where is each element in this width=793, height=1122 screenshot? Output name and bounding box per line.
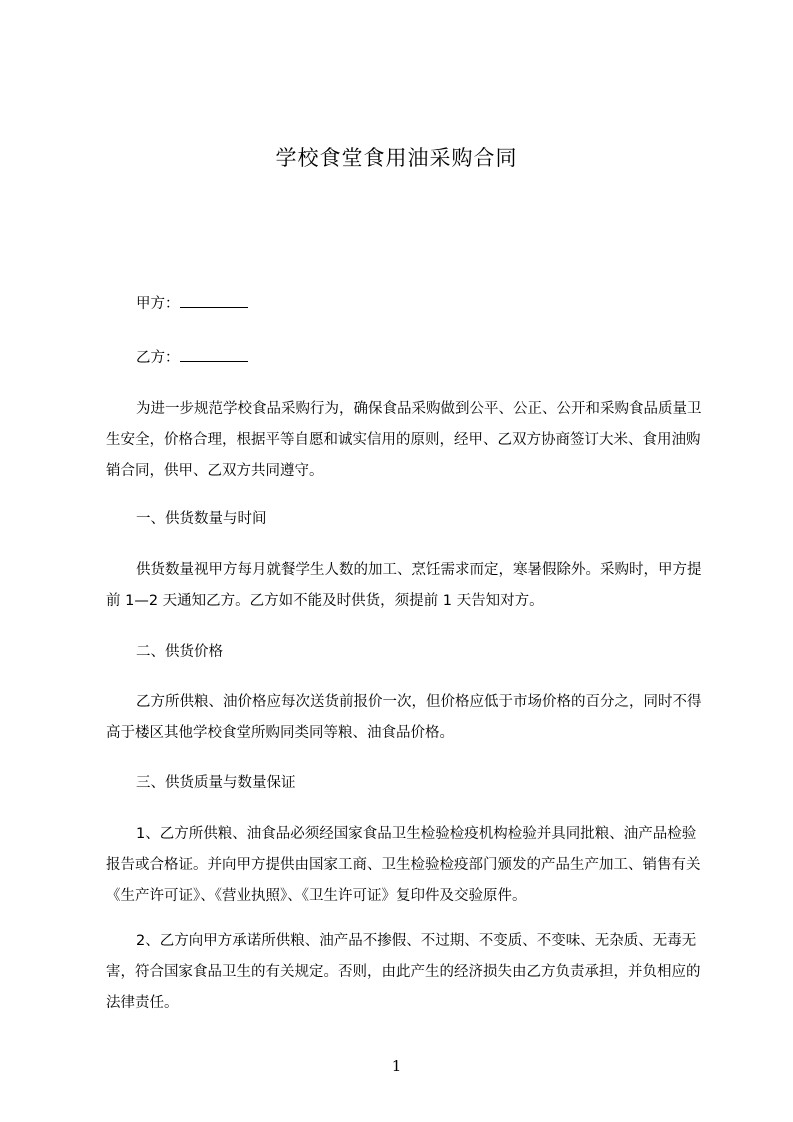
- section-3-heading: 三、供货质量与数量保证: [136, 775, 296, 791]
- section-3-paragraph-2: 2、乙方向甲方承诺所供粮、油产品不掺假、不过期、不变质、不变味、无杂质、无毒无害，符合国家食品卫生的有关规定。否则，由此产生的经济损失由乙方负责承担，并负相应的法律责任。: [106, 933, 701, 1011]
- party-b-blank: [180, 347, 248, 362]
- section-1-heading: 一、供货数量与时间: [136, 511, 267, 527]
- party-a-line: [136, 292, 248, 313]
- party-b-line: [136, 346, 248, 367]
- party-a-label: 甲方：: [136, 296, 180, 312]
- party-a-blank: [180, 293, 248, 308]
- section-3-paragraph-1: 1、乙方所供粮、油食品必须经国家食品卫生检验检疫机构检验并具同批粮、油产品检验报告或合格证。并向甲方提供由国家工商、卫生检验检疫部门颁发的产品生产加工、销售有关《生产许可证》、《营业执照》、《卫生许可证》复印件及交验原件。: [106, 826, 701, 904]
- document-title: 学校食堂食用油采购合同: [275, 146, 518, 170]
- section-2-heading: 二、供货价格: [136, 644, 223, 660]
- section-1-paragraph: 供货数量视甲方每月就餐学生人数的加工、烹饪需求而定，寒暑假除外。采购时，甲方提前 1—2 天通知乙方。乙方如不能及时供货，须提前 1 天告知对方。: [106, 562, 702, 609]
- party-b-label: 乙方：: [136, 350, 180, 366]
- intro-paragraph: 为进一步规范学校食品采购行为，确保食品采购做到公平、公正、公开和采购食品质量卫生安全，价格合理，根据平等自愿和诚实信用的原则，经甲、乙双方协商签订大米、食用油购销合同，供甲、乙双方共同遵守。: [106, 401, 702, 479]
- page-number: 1: [391, 1057, 402, 1075]
- section-2-paragraph: 乙方所供粮、油价格应每次送货前报价一次，但价格应低于市场价格的百分之，同时不得高于楼区其他学校食堂所购同类同等粮、油食品价格。: [106, 694, 702, 741]
